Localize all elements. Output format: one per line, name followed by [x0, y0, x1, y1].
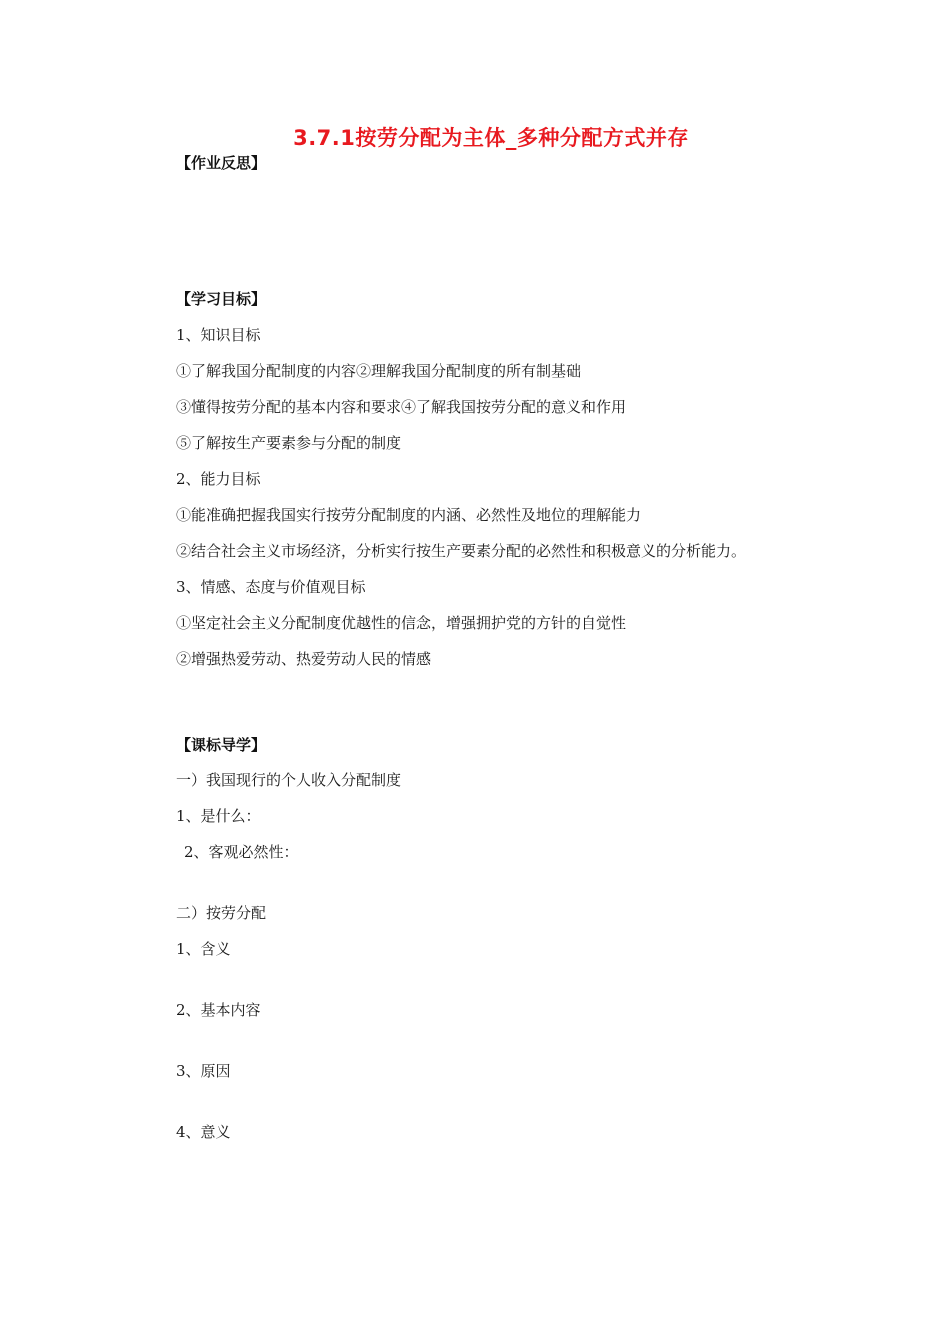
guide-part-title: 二）按劳分配 [176, 904, 267, 922]
section-heading-guide: 【课标导学】 [176, 736, 267, 754]
guide-item: 3、原因 [176, 1062, 231, 1080]
objective-line: ①能准确把握我国实行按劳分配制度的内涵、必然性及地位的理解能力 [176, 506, 642, 524]
guide-item: 2、基本内容 [176, 1001, 261, 1019]
objective-line: ①坚定社会主义分配制度优越性的信念，增强拥护党的方针的自觉性 [176, 614, 627, 632]
section-heading-objectives: 【学习目标】 [176, 290, 267, 308]
document-title: 3.7.1按劳分配为主体_多种分配方式并存 [293, 126, 689, 150]
objective-line: ②结合社会主义市场经济，分析实行按生产要素分配的必然性和积极意义的分析能力。 [176, 542, 747, 560]
objective-line: ⑤了解按生产要素参与分配的制度 [176, 434, 402, 452]
guide-part-title: 一）我国现行的个人收入分配制度 [176, 771, 402, 789]
objective-line: ②增强热爱劳动、热爱劳动人民的情感 [176, 650, 432, 668]
objective-line: 2、能力目标 [176, 470, 261, 488]
objective-line: ①了解我国分配制度的内容②理解我国分配制度的所有制基础 [176, 362, 582, 380]
guide-item: 1、是什么： [176, 807, 261, 825]
guide-item: 4、意义 [176, 1123, 231, 1141]
section-heading-reflection: 【作业反思】 [176, 154, 267, 172]
objective-line: 1、知识目标 [176, 326, 261, 344]
guide-item: 1、含义 [176, 940, 231, 958]
objective-line: 3、情感、态度与价值观目标 [176, 578, 366, 596]
guide-item: 2、客观必然性： [184, 843, 299, 861]
objective-line: ③懂得按劳分配的基本内容和要求④了解我国按劳分配的意义和作用 [176, 398, 627, 416]
